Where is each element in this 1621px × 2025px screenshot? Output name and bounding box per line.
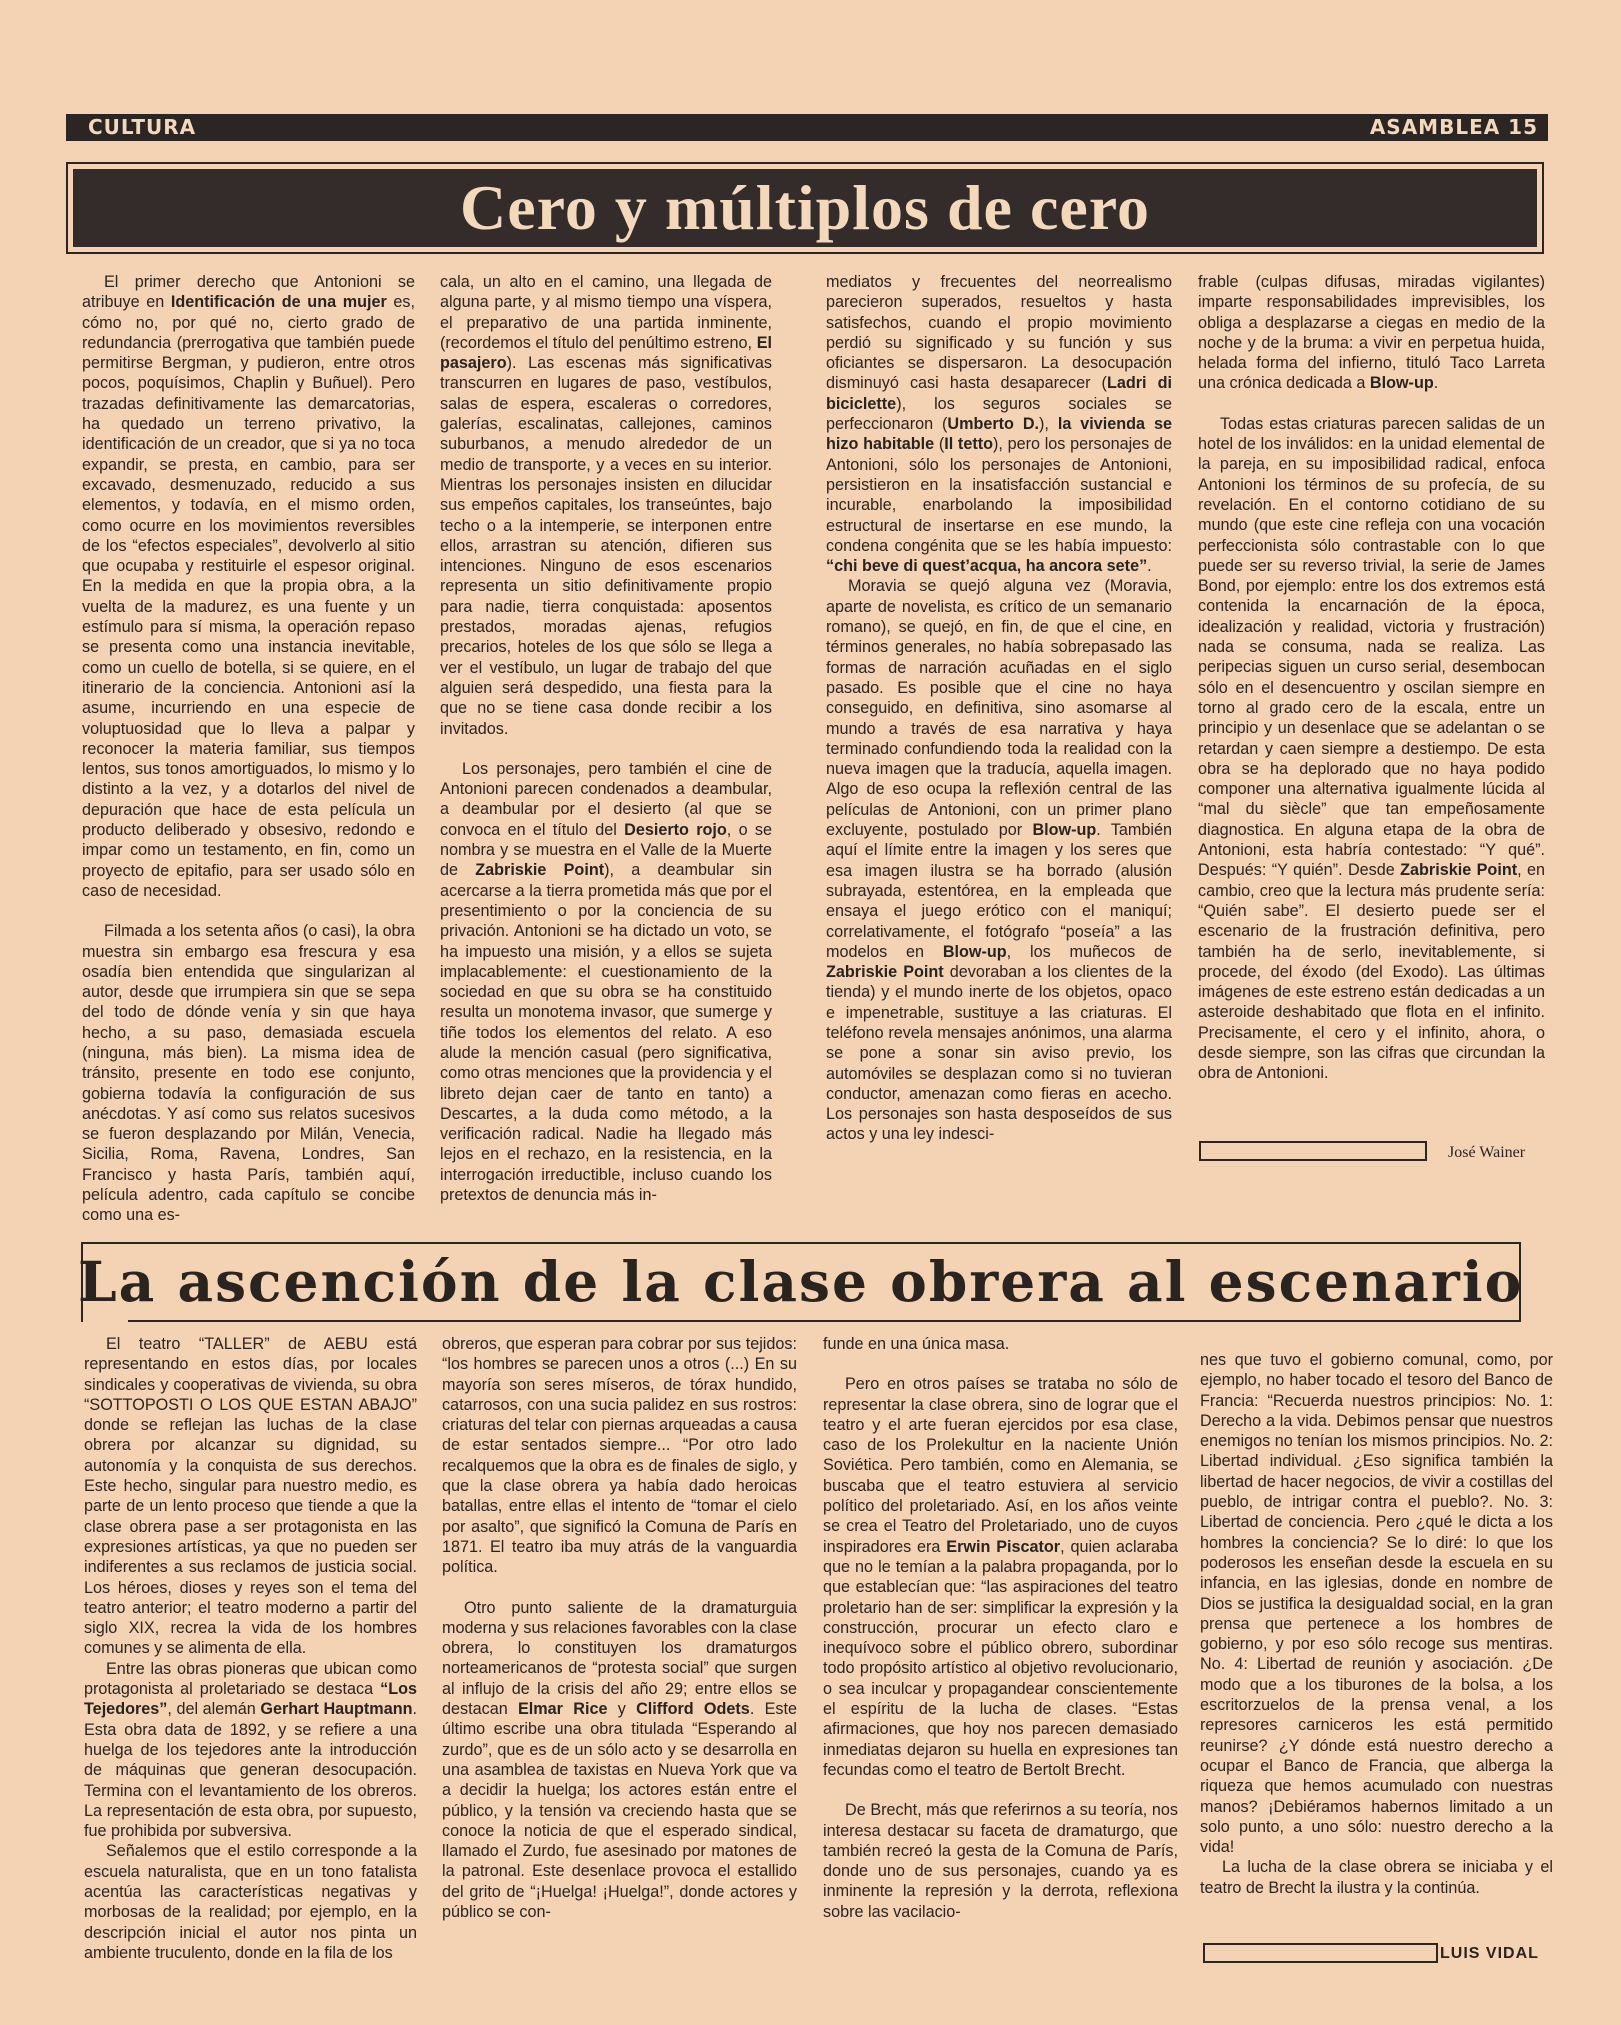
- section-header-bar: [66, 114, 1548, 141]
- article2-signature-line: [1203, 1943, 1438, 1963]
- article1-col4-p1: frable (culpas difusas, miradas vigilantes) imparte responsabilidades imprevisibles, los obliga a desplazarse a ciegas en medio de la noche y de la bruma: a vivir en perpetua huida, helada forma del infierno, tituló Taco Larreta una crónica dedicada a Blow-up.: [1198, 273, 1545, 393]
- article2-col4-p1: nes que tuvo el gobierno comunal, como, por ejemplo, no haber tocado el tesoro del Banco de Francia: “Recuerda nuestros principios: No. 1: Derecho a la vida. Debimos pensar que nuestros enemigos no tenían los mismos principios. No. 2: Libertad individual. ¿Eso significa también la libertad de hacer negocios, de vivir a costillas del pueblo, de intrigar contra el pueblo?. No. 3: Libertad de conciencia. Pero ¿qué le dicta a los hombres la conciencia? Se lo diré: lo que los poderosos les enseñan desde la escuela en su infancia, en las iglesias, donde en nombre de Dios se justifica la desigualdad social, en la gran prensa que pertenece a los hombres de gobierno, y por eso sólo recoge sus mentiras. No. 4: Libertad de reunión y asociación. ¿De modo que a los tiburones de la bolsa, a los escritorzuelos de la prensa venal, a los represores carniceros les está permitido reunirse? ¿Y dónde está nuestro derecho a ocupar el Banco de Francia, que alberga la riqueza que hemos acumulado con nuestras manos? ¡Debiéramos habernos limitado a un solo punto, a uno sólo: nuestro derecho a la vida!: [1200, 1351, 1553, 1857]
- article1-column-4: [1198, 272, 1545, 1084]
- article2-col1-p2: Entre las obras pioneras que ubican como protagonista al proletariado se destaca “Los Tejedores”, del alemán Gerhart Hauptmann. Esta obra data de 1892, y se refiere a una huelga de los tejedores ante la introducción de máquinas que generan desocupación. Termina con el levantamiento de los obreros. La representación de esta obra, por supuesto, fue prohibida por subversiva.: [84, 1659, 417, 1841]
- article2-col4-p2: La lucha de la clase obrera se iniciaba y el teatro de Brecht la ilustra y la continúa.: [1200, 1858, 1553, 1897]
- article1-col1-p1: El primer derecho que Antonioni se atribuye en Identificación de una mujer es, cómo no, por qué no, cierto grado de redundancia (prerrogativa que también puede permitirse Bergman, y pudieron, entre otros pocos, poquísimos, Chaplin y Buñuel). Pero trazadas definitivamente las demarcatorias, ha quedado un terreno privativo, la identificación de un creador, que si ya no toca expandir, se presta, en cambio, para ser excavado, desmenuzado, reducido a sus elementos, y todavía, en el mismo orden, como ocurre en los movimientos reversibles de los “efectos especiales”, devolverlo al sitio que ocupaba y restituirle el espesor original. En la medida en que la propia obra, a la vuelta de la madurez, es una fuente y un estímulo para sí misma, la operación repaso se presenta como una instancia inevitable, como un cuello de botella, si se quiere, en el itinerario de la conciencia. Antonioni así la asume, incurriendo en una especie de voluptuosidad que lo lleva a palpar y reconocer la materia familiar, sus tiempos lentos, sus tonos amortiguados, lo mismo y lo distinto a la vez, y a dotarlos del nivel de depuración que hace de esta película un producto deliberado y obsesivo, redondo e impar como un testamento, en fin, como un proyecto de epitafio, para ser usado sólo en caso de necesidad.: [82, 273, 416, 900]
- article1-col4-p2: Todas estas criaturas parecen salidas de un hotel de los inválidos: en la unidad elemental de la pareja, en su imposibilidad radical, enfoca Antonioni los términos de su profecía, de su revelación. En el contorno cotidiano de su mundo (que este cine refleja con una vocación perfeccionista sólo contrastable con lo que puede ser su reverso trivial, la serie de James Bond, por ejemplo: entre los dos extremos está contenida la encarnación de la época, idealización y realidad, victoria y frustración) nada se consuma, nada se realiza. Las peripecias siguen un curso serial, desembocan sólo en el desencuentro y oscilan siempre en torno al grado cero de la escala, entre un principio y un desenlace que se adelantan o se retardan y caen siempre a destiempo. De esta obra se ha deplorado que no haya podido componer una alternativa igualmente lúcida al “mal du siècle” que tan empeñosamente diagnostica. En alguna etapa de la obra de Antonioni, esta habría contestado: “Y qué”. Después: “Y quién”. Desde Zabriskie Point, en cambio, creo que la lectura más prudente sería: “Quién sabe”. El desierto puede ser el escenario de la frustración definitiva, pero también ha de serlo, inevitablemente, si procede, del éxodo (del Exodo). Las últimas imágenes de este estreno están dedicadas a un asteroide deshabitado que flota en el infinito. Precisamente, el cero y el infinito, ahora, o desde siempre, son las cifras que circundan la obra de Antonioni.: [1198, 414, 1545, 1083]
- article1-col1-p2: Filmada a los setenta años (o casi), la obra muestra sin embargo esa frescura y esa osadía bien entendida que singularizan al autor, desde que irrumpiera sin que se sepa del todo de dónde venía y sin que haya hecho, a su paso, demasiada escuela (ninguna, más bien). La misma idea de tránsito, presente en todo ese conjunto, gobierna todavía la configuración de sus anécdotas. Y así como sus relatos sucesivos se fueron desplazando por Milán, Venecia, Sicilia, Roma, Ravena, Londres, San Francisco y hasta París, también aquí, película adentro, cada capítulo se concibe como una es-: [82, 922, 415, 1225]
- article2-col2-p2: Otro punto saliente de la dramaturguia moderna y sus relaciones favorables con la clase obrera, lo constituyen los dramaturgos norteamericanos de “protesta social” que surgen al influjo de la crisis del año 29; entre ellos se destacan Elmar Rice y Clifford Odets. Este último escribe una obra titulada “Esperando al zurdo”, que es de un sólo acto y se desarrolla en una asamblea de taxistas en Nueva York que va a decidir la huelga; los actores están entre el público, y la tensión va creciendo hasta que se conoce la noticia de que el esperado sindical, llamado el Zurdo, fue asesinado por matones de la patronal. Este desenlace provoca el estallido del grito de “¡Huelga! ¡Huelga!”, donde actores y público se con-: [442, 1598, 797, 1922]
- article1-column-3: [826, 272, 1172, 1145]
- article2-author: LUIS VIDAL: [1440, 1945, 1539, 1962]
- publication-page: ASAMBLEA 15: [1369, 115, 1538, 139]
- section-name: CULTURA: [88, 115, 197, 139]
- article1-col3-p1: mediatos y frecuentes del neorrealismo parecieron superados, resueltos y hasta satisfechos, cuando el propio movimiento perdió su significado y su función y sus oficiantes se dispersaron. La desocupación disminuyó casi hasta desaparecer (Ladri di biciclette), los seguros sociales se perfeccionaron (Umberto D.), la vivienda se hizo habitable (Il tetto), pero los personajes de Antonioni, sólo los personajes de Antonioni, persistieron en la insatisfacción sustancial e incurable, enarbolando la imposibilidad estructural de insertarse en ese mundo, la condena congénita que se les había impuesto: “chi beve di quest’acqua, ha ancora sete”.: [826, 273, 1172, 576]
- article1-col3-p2: Moravia se quejó alguna vez (Moravia, aparte de novelista, es crítico de un semanario romano), se quejó, en fin, de que el cine, en términos generales, no había sobrepasado las formas de narración acuñadas en el siglo pasado. Es posible que el cine no haya conseguido, en definitiva, sino asomarse al mundo a través de esa narrativa y haya terminado confundiendo toda la realidad con la nueva imagen que la traducía, aquella imagen. Algo de eso ocupa la reflexión central de las películas de Antonioni, con un primer plano excluyente, postulado por Blow-up. También aquí el límite entre la imagen y los seres que esa imagen ilustra se ha borrado (alusión subrayada, estentórea, en la empleada que ensaya el juego erótico con el maniquí; correlativamente, el fotógrafo “poseía” a las modelos en Blow-up, los muñecos de Zabriskie Point devoraban a los clientes de la tienda) y el mundo inerte de los objetos, opaco e impenetrable, sustituye a las criaturas. El teléfono revela mensajes anónimos, una alarma se pone a sonar sin aviso previo, los automóviles se desplazan como si no tuvieran conductor, amenazan como fieras en acecho. Los personajes son hasta desposeídos de sus actos y una ley indesci-: [826, 577, 1173, 1144]
- article2-column-2: [442, 1334, 797, 1922]
- article2-col2-p1: obreros, que esperan para cobrar por sus tejidos: “los hombres se parecen unos a otros (...) En su mayoría son seres míseros, de tórax hundido, catarrosos, con una sucia palidez en sus rostros: criaturas del telar con piernas arqueadas a causa de estar sentados siempre... “Por otro lado recalquemos que la obra es de finales de siglo, y que la clase obrera ya había dado heroicas batallas, entre ellas el intento de “tomar el cielo por asalto”, que significó la Comuna de París en 1871. El teatro iba muy atrás de la vanguardia política.: [442, 1335, 797, 1577]
- article1-signature-line: [1199, 1141, 1427, 1161]
- article2-col1-p1: El teatro “TALLER” de AEBU está representando en estos días, por locales sindicales y cooperativas de vivienda, su obra “SOTTOPOSTI O LOS QUE ESTAN ABAJO” donde se reflejan las luchas de la clase obrera por alcanzar su dignidad, su autonomía y la conquista de sus derechos. Este hecho, singular para nuestro medio, es parte de un lento proceso que tiende a que la clase obrera pase a ser protagonista en las expresiones artísticas, ya que no pueden ser indiferentes a sus reclamos de justicia social. Los héroes, dioses y reyes son el tema del teatro anterior; el teatro moderno a partir del siglo XIX, recrea la vida de los hombres comunes y se alimenta de ella.: [84, 1335, 417, 1658]
- article1-col2-p2: Los personajes, pero también el cine de Antonioni parecen condenados a deambular, a deambular por el desierto (al que se convoca en el título del Desierto rojo, o se nombra y se muestra en el Valle de la Muerte de Zabriskie Point), a deambular sin acercarse a la tierra prometida más que por el presentimiento o por la conciencia de su privación. Antonioni se ha dictado un voto, se ha impuesto una misión, y a ellos se sujeta implacablemente: el cuestionamiento de la sociedad en que su obra se ha constituido resulta un monotema invasor, que sumerge y tiñe todos los elementos del relato. A eso alude la mención casual (pero significativa, como otras menciones que la providencia y el libreto dejan caer de tanto en tanto) a Descartes, a la duda como método, a la verificación radical. Nadie ha llegado más lejos en el rechazo, en la resistencia, en la interrogación irreductible, incluso cuando los pretextos de denuncia más in-: [440, 759, 772, 1205]
- article2-title: La ascención de la clase obrera al escenario: [78, 1249, 1524, 1314]
- article1-title: Cero y múltiplos de cero: [73, 169, 1537, 247]
- article2-column-1: [84, 1334, 417, 1963]
- article2-title-rule: [128, 1320, 1521, 1322]
- article1-author: José Wainer: [1448, 1144, 1526, 1161]
- article2-col3-p2: Pero en otros países se trataba no sólo de representar la clase obrera, sino de lograr que el teatro y el arte fueran ejercidos por esa clase, caso de los Prolekultur en la naciente Unión Soviética. Pero también, como en Alemania, se buscaba que el teatro estuviera al servicio político del proletariado. Así, en los años veinte se crea el Teatro del Proletariado, uno de cuyos inspiradores era Erwin Piscator, quien aclaraba que no le temían a la palabra propaganda, por lo que establecían que: “las aspiraciones del teatro proletario han de ser: simplificar la expresión y la construcción, procurar un efecto claro e inequívoco sobre el público obrero, subordinar todo propósito artístico al objetivo revolucionario, o sea inculcar y propagandear conscientemente el espíritu de la lucha de clases. “Estas afirmaciones, que hoy nos parecen demasiado inmediatas dejaron su huella en expresiones tan fecundas como el teatro de Bertolt Brecht.: [823, 1375, 1178, 1779]
- article2-col1-p3: Señalemos que el estilo corresponde a la escuela naturalista, que en un tono fatalista acentúa las características negativas y morbosas de la realidad; por ejemplo, en la descripción inicial el autor nos pinta un ambiente truculento, donde en la fila de los: [84, 1842, 417, 1962]
- article2-column-4: [1200, 1350, 1553, 1898]
- article1-col2-p1: cala, un alto en el camino, una llegada de alguna parte, y al mismo tiempo una víspera, el preparativo de una partida inminente, (recordemos el título del penúltimo estreno, El pasajero). Las escenas más significativas transcurren en lugares de paso, vestíbulos, salas de espera, escaleras o corredores, galerías, escalinatas, callejones, caminos suburbanos, a menudo alrededor de un medio de transporte, y a veces en su interior. Mientras los personajes insisten en dilucidar sus empeños capitales, los transeúntes, bajo techo o a la intemperie, se interponen entre ellos, arrastran su atención, difieren sus intenciones. Ninguno de esos escenarios representa un sitio definitivamente propio para nadie, tierra conquistada: aposentos prestados, moradas ajenas, refugios precarios, hoteles de los que sólo se llega a ver el vestíbulo, un lugar de trabajo del que alguien será despedido, una fiesta para la que no se tiene casa donde recibir a los invitados.: [440, 273, 772, 738]
- article2-col3-p3: De Brecht, más que referirnos a su teoría, nos interesa destacar su faceta de dramaturgo, que también recreó la gesta de la Comuna de París, donde uno de sus personajes, cuando ya es inminente la represión y la derrota, reflexiona sobre las vacilacio-: [823, 1801, 1178, 1921]
- article1-column-1: [82, 272, 415, 1226]
- article1-column-2: [440, 272, 772, 1205]
- article2-column-3: [823, 1334, 1178, 1922]
- article2-col3-p1: funde en una única masa.: [823, 1335, 1010, 1353]
- article1-title-frame: [66, 162, 1544, 254]
